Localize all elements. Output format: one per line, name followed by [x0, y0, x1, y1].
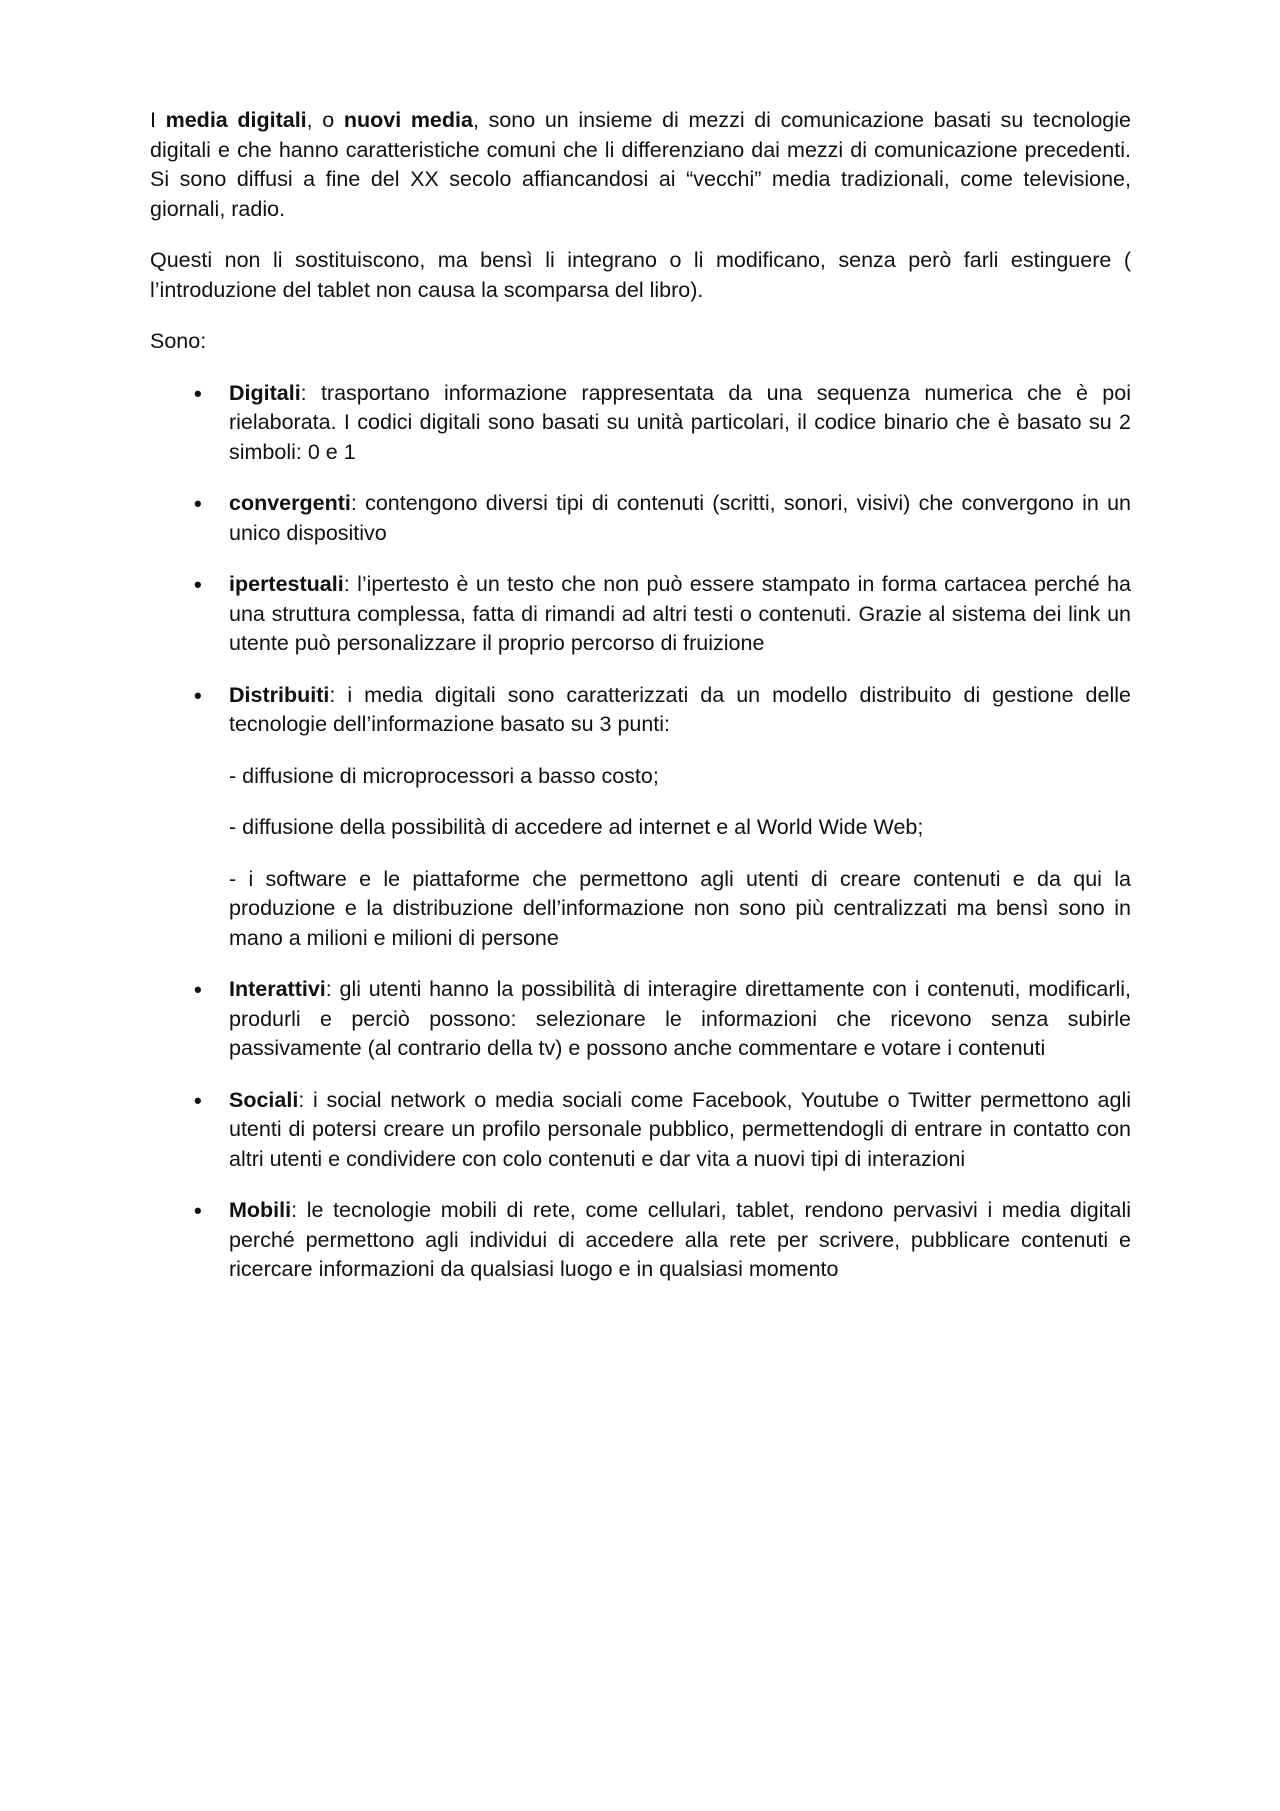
item-text: : le tecnologie mobili di rete, come cellulari, tablet, rendono pervasivi i media digitali perché permettono agli individui di accedere alla rete per scrivere, pubblicare contenuti e ricercare informazioni da qualsiasi luogo e in qualsiasi momento — [229, 1198, 1131, 1281]
list-item-interattivi — [150, 975, 1131, 1064]
item-term: Digitali — [229, 380, 301, 405]
item-text: : gli utenti hanno la possibilità di interagire direttamente con i contenuti, modificarli, produrli e perciò possono: selezionare le informazioni che ricevono senza subirle passivamente (al contrario della tv) e possono anche commentare e votare i contenuti — [229, 977, 1131, 1060]
sub-point-microprocessori: - diffusione di microprocessori a basso costo; — [229, 763, 659, 788]
intro-text-1: I — [150, 108, 166, 132]
sub-point-internet: - diffusione della possibilità di accedere ad internet e al World Wide Web; — [229, 815, 924, 839]
bullet-icon: • — [194, 977, 202, 1002]
bullet-icon: • — [194, 682, 202, 708]
bullet-icon: • — [194, 491, 202, 516]
item-text: : i social network o media sociali come Facebook, Youtube o Twitter permettono agli utenti di potersi creare un profilo personale pubblico, permettendogli di entrare in contatto con altri utenti e condividere con colo contenuti e dar vita a nuovi tipi di interazioni — [229, 1087, 1131, 1171]
intro-paragraph-3: Sono: — [150, 329, 207, 353]
bullet-icon: • — [194, 380, 202, 406]
item-term: Sociali — [229, 1087, 299, 1112]
characteristics-list — [150, 379, 1131, 1285]
item-term: Mobili — [229, 1198, 292, 1222]
list-item-ipertestuali — [150, 570, 1131, 659]
bullet-icon: • — [194, 1198, 202, 1223]
sub-point-software: - i software e le piattaforme che permettono agli utenti di creare contenuti e da qui la produzione e la distribuzione dell’informazione non sono più centralizzati ma bensì sono in mano a milioni e milioni di persone — [229, 866, 1131, 950]
item-text: : trasportano informazione rappresentata da una sequenza numerica che è poi rielaborata. I codici digitali sono basati su unità particolari, il codice binario che è basato su 2 simboli: 0 e 1 — [229, 380, 1131, 464]
list-item-digitali — [150, 379, 1131, 468]
list-item-convergenti — [150, 489, 1131, 548]
intro-text-3: , sono un insieme di mezzi di comunicazione basati su tecnologie digitali e che hanno caratteristiche comuni che li differenziano dai mezzi di comunicazione precedenti. Si sono diffusi a fine del XX secolo affiancandosi ai “vecchi” media tradizionali, come televisione, giornali, radio. — [150, 108, 1131, 221]
list-item-distribuiti — [150, 681, 1131, 954]
item-text: : l’ipertesto è un testo che non può essere stampato in forma cartacea perché ha una struttura complessa, fatta di rimandi ad altri testi o contenuti. Grazie al sistema dei link un utente può personalizzare il proprio percorso di fruizione — [229, 572, 1131, 655]
item-term: Interattivi — [229, 977, 326, 1001]
item-text: : contengono diversi tipi di contenuti (scritti, sonori, visivi) che convergono in un unico dispositivo — [229, 491, 1131, 545]
bullet-icon: • — [194, 1087, 202, 1113]
document-page — [150, 106, 1131, 1307]
intro-paragraph-1 — [150, 106, 1131, 224]
item-term: convergenti — [229, 491, 351, 515]
list-item-sociali — [150, 1086, 1131, 1175]
item-term: Distribuiti — [229, 682, 330, 707]
term-media-digitali: media digitali — [165, 108, 307, 132]
bullet-icon: • — [194, 572, 202, 597]
intro-paragraph-2: Questi non li sostituiscono, ma bensì li integrano o li modificano, senza però farli estinguere ( l’introduzione del tablet non causa la scomparsa del libro). — [150, 248, 1131, 302]
list-item-mobili — [150, 1196, 1131, 1285]
item-term: ipertestuali — [229, 572, 344, 596]
term-nuovi-media: nuovi media — [343, 108, 473, 132]
item-text: : i media digitali sono caratterizzati da un modello distribuito di gestione delle tecnologie dell’informazione basato su 3 punti: — [229, 682, 1131, 736]
intro-text-2: , o — [306, 108, 344, 132]
